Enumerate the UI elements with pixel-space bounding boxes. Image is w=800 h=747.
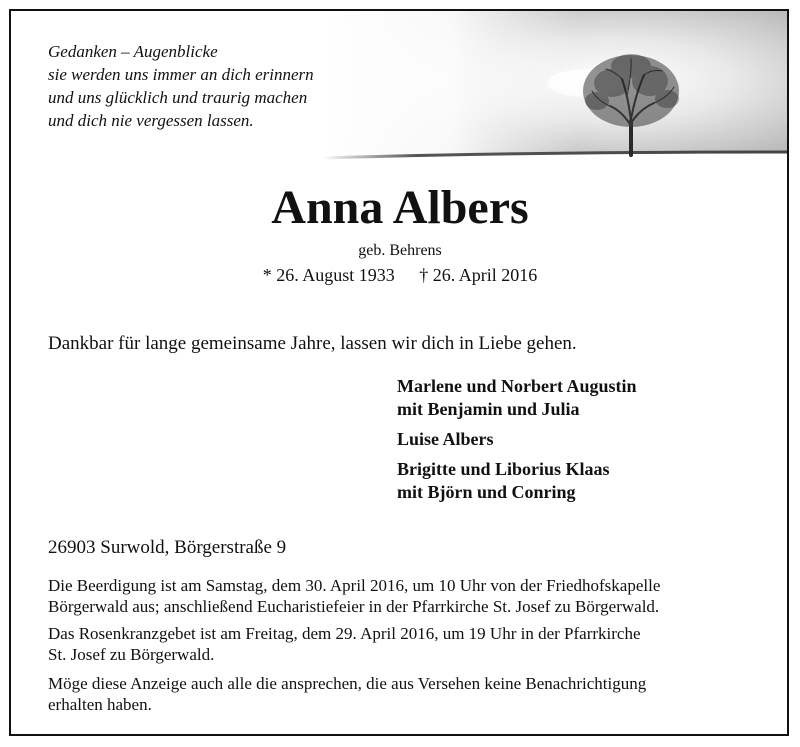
closing-notice bbox=[48, 673, 753, 715]
notice-line: Möge diese Anzeige auch alle die ansprechen, die aus Versehen keine Benachrichtigung bbox=[48, 674, 647, 693]
mourner-line: Marlene und Norbert Augustin bbox=[397, 376, 637, 396]
tree-icon bbox=[322, 11, 787, 165]
notice-line: St. Josef zu Börgerwald. bbox=[48, 645, 215, 664]
notice-line: erhalten haben. bbox=[48, 695, 152, 714]
birth-date: * 26. August 1933 bbox=[262, 265, 395, 285]
notice-line: Das Rosenkranzgebet ist am Freitag, dem 29. April 2016, um 19 Uhr in der Pfarrkirche bbox=[48, 624, 641, 643]
death-date: † 26. April 2016 bbox=[419, 265, 538, 285]
thanks-text: Dankbar für lange gemeinsame Jahre, lassen wir dich in Liebe gehen. bbox=[48, 333, 577, 354]
notice-line: Die Beerdigung ist am Samstag, dem 30. April 2016, um 10 Uhr von der Friedhofskapelle bbox=[48, 576, 661, 595]
notice-line: Börgerwald aus; anschließend Eucharistiefeier in der Pfarrkirche St. Josef zu Börgerwald. bbox=[48, 597, 660, 616]
mourner-group bbox=[397, 375, 637, 421]
rosary-notice bbox=[48, 623, 753, 665]
mourner-line: mit Björn und Conring bbox=[397, 482, 576, 502]
poem-line: sie werden uns immer an dich erinnern bbox=[48, 65, 314, 84]
mourner-line: Brigitte und Liborius Klaas bbox=[397, 459, 610, 479]
funeral-notice bbox=[48, 575, 753, 617]
mourner-group bbox=[397, 458, 637, 504]
maiden-name: geb. Behrens bbox=[358, 242, 442, 259]
mourner-group bbox=[397, 428, 637, 451]
deceased-name: Anna Albers bbox=[271, 181, 529, 234]
address: 26903 Surwold, Börgerstraße 9 bbox=[48, 537, 287, 558]
life-dates bbox=[0, 265, 800, 286]
poem-line: und dich nie vergessen lassen. bbox=[48, 111, 254, 130]
tree-landscape-image bbox=[322, 11, 787, 165]
poem bbox=[48, 40, 314, 132]
mourner-line: mit Benjamin und Julia bbox=[397, 399, 580, 419]
poem-line: und uns glücklich und traurig machen bbox=[48, 88, 308, 107]
mourners-list bbox=[397, 375, 637, 511]
poem-line: Gedanken – Augenblicke bbox=[48, 42, 218, 61]
mourner-line: Luise Albers bbox=[397, 429, 494, 449]
